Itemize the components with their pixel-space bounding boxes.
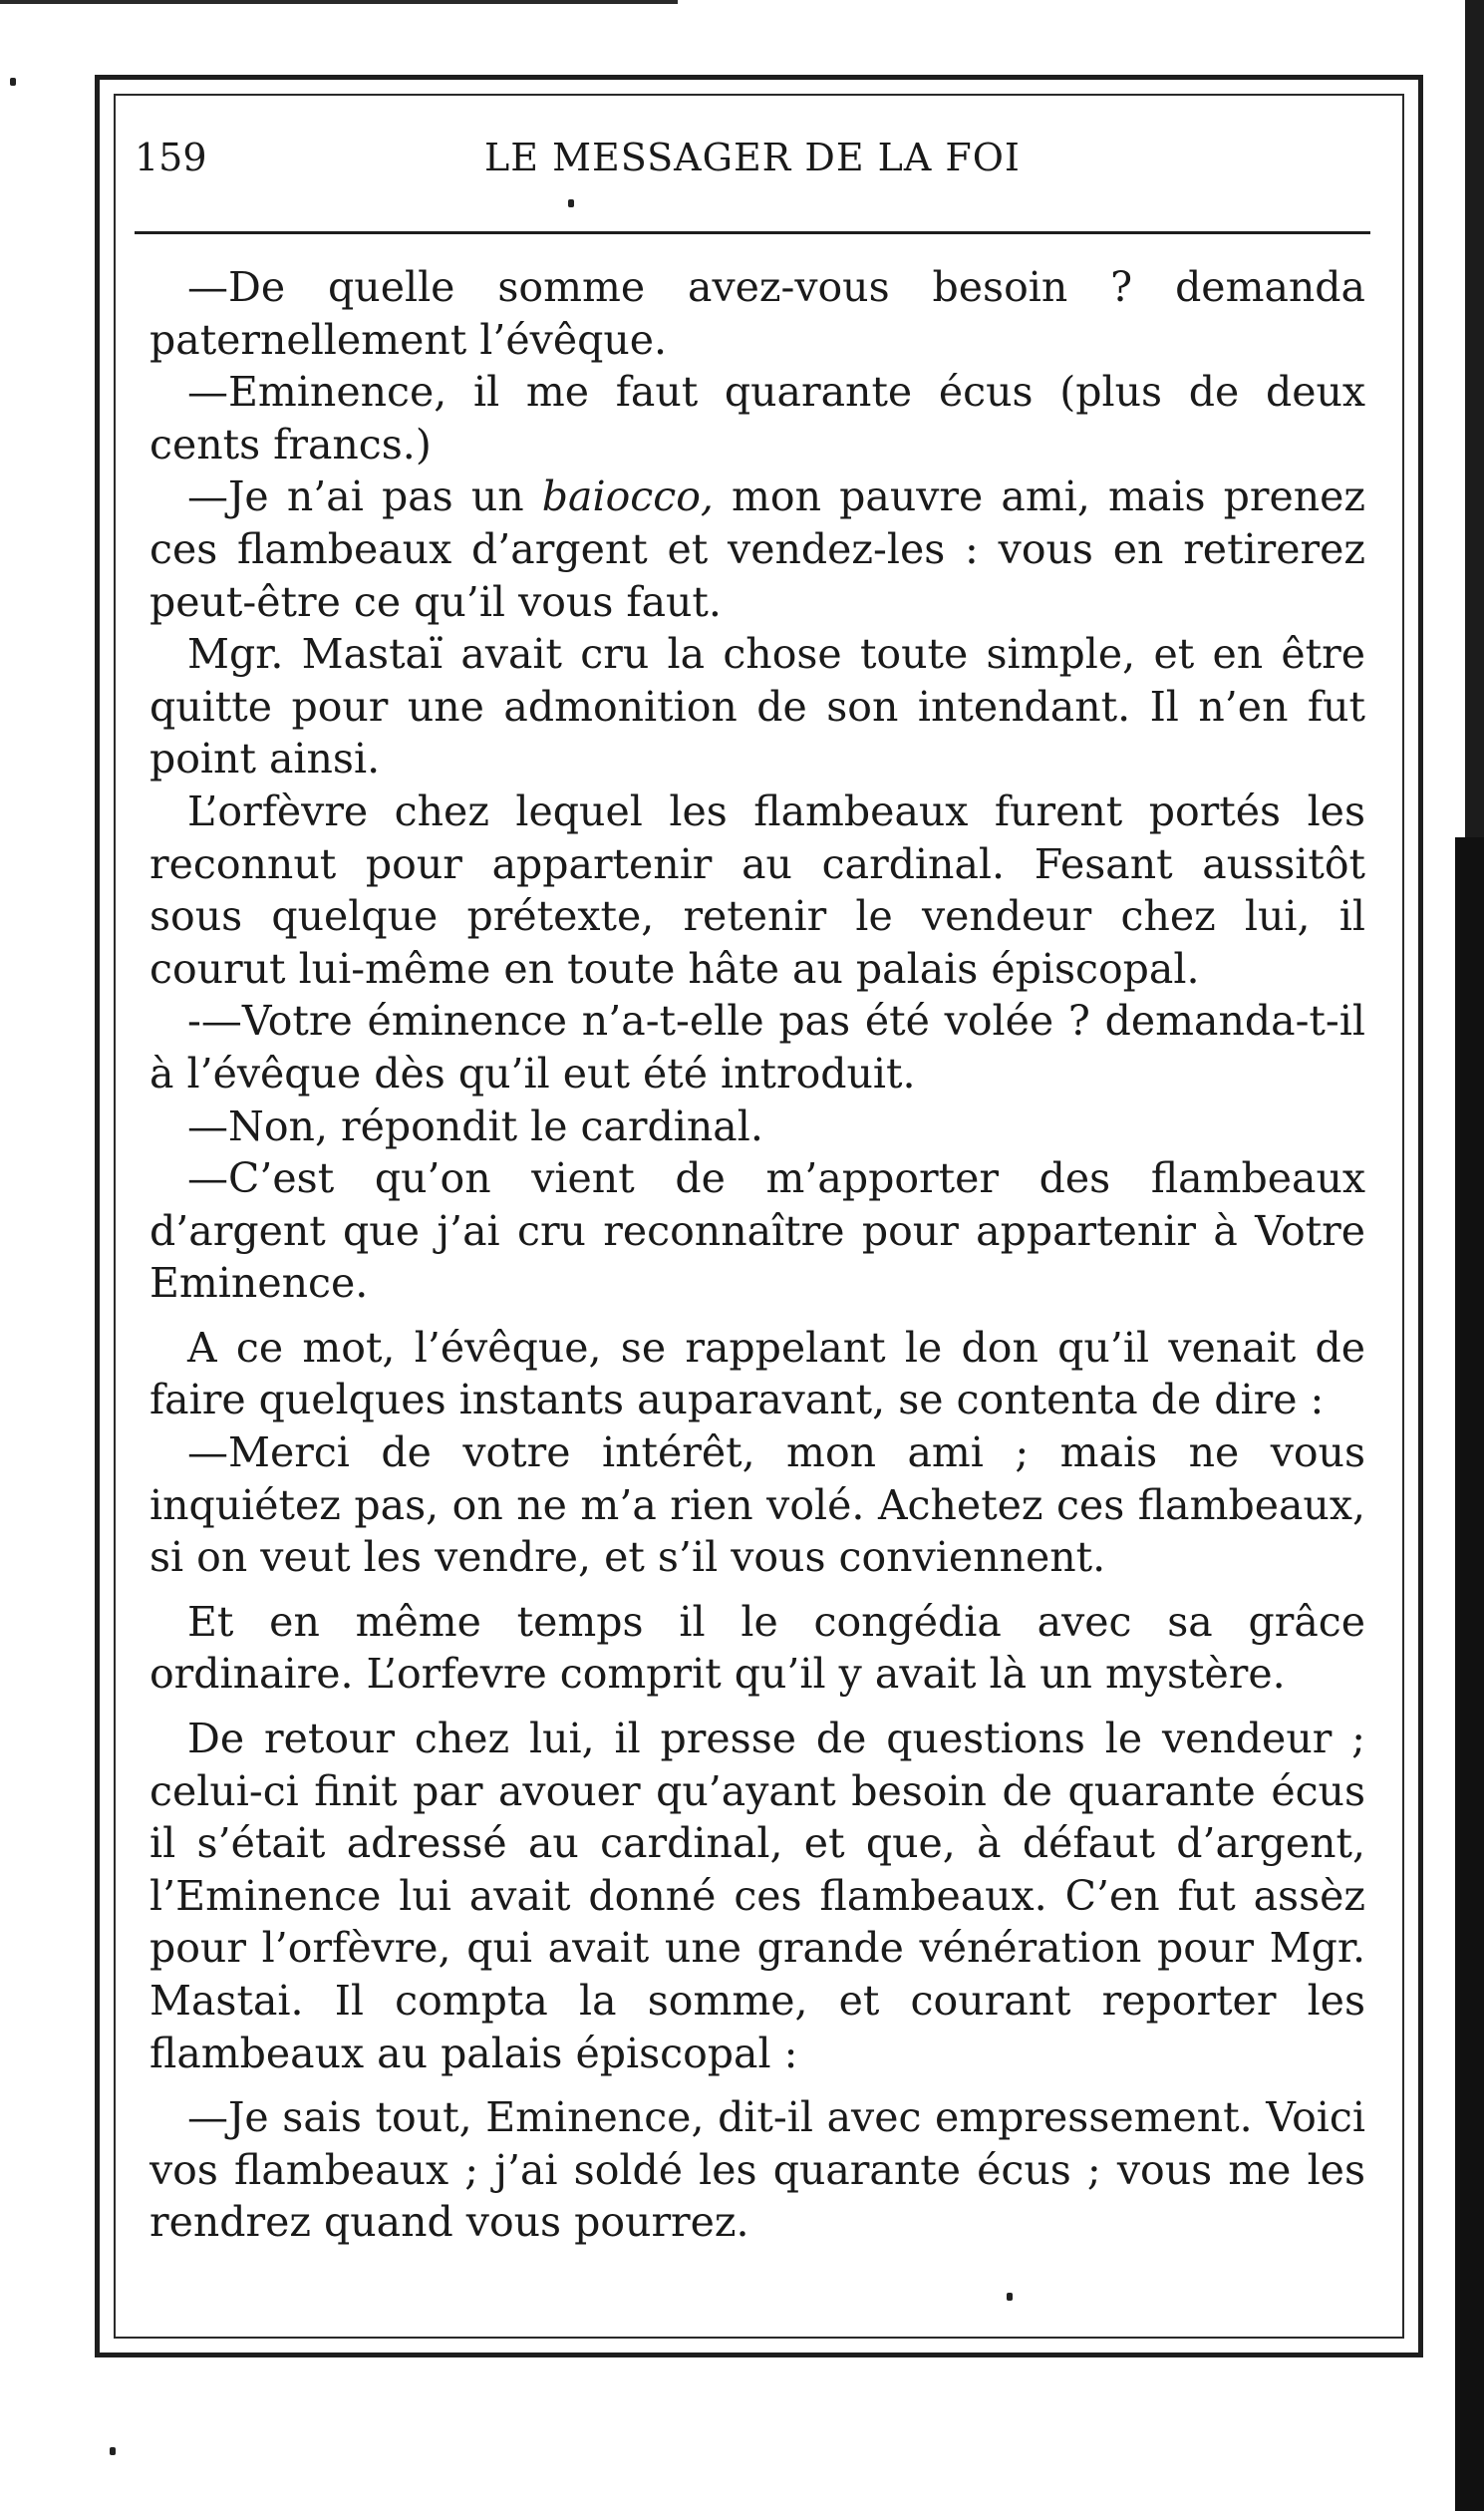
page-number: 159 <box>135 136 207 179</box>
scan-top-rule <box>0 0 678 4</box>
binding-edge <box>1455 837 1484 2511</box>
stray-ink-mark <box>10 78 16 86</box>
paragraph-3-start: —Je n’ai pas un <box>187 472 542 521</box>
stray-ink-mark <box>568 199 574 207</box>
paragraph-9: A ce mot, l’évêque, se rappelant le don qu’il venait de faire quelques instants auparavant, se contenta de dire : <box>149 1323 1365 1424</box>
paragraph-3 <box>149 471 1365 628</box>
paragraph-4: Mgr. Mastaï avait cru la chose toute simple, et en être quitte pour une admonition de son intendant. Il n’en fut point ainsi. <box>149 630 1365 784</box>
text-block <box>149 261 1365 2249</box>
paragraph-1: —De quelle somme avez-vous besoin ? demanda paternellement l’évêque. <box>149 263 1365 364</box>
paragraph-5: L’orfèvre chez lequel les flambeaux furent portés les reconnut pour appartenir au cardinal. Fesant aussitôt sous quelque prétexte, retenir le vendeur chez lui, il courut lui-même en toute hâte au palais épiscopal. <box>149 786 1365 993</box>
paragraph-8: —C’est qu’on vient de m’apporter des flambeaux d’argent que j’ai cru reconnaître pour appartenir à Votre Eminence. <box>149 1154 1365 1308</box>
paragraph-7: —Non, répondit le cardinal. <box>187 1101 763 1150</box>
paragraph-2: —Eminence, il me faut quarante écus (plus de deux cents francs.) <box>149 368 1365 469</box>
binding-edge-upper <box>1465 0 1484 837</box>
paragraph-3-end: mon pauvre ami, mais prenez ces flambeaux d’argent et vendez-les : vous en retirerez peut-être ce qu’il vous faut. <box>149 472 1365 626</box>
paragraph-11: Et en même temps il le congédia avec sa grâce ordinaire. L’orfevre comprit qu’il y avait là un mystère. <box>149 1597 1365 1699</box>
head-rule <box>135 231 1370 234</box>
paragraph-6: -—Votre éminence n’a-t-elle pas été volée ? demanda-t-il à l’évêque dès qu’il eut été introduit. <box>149 997 1365 1098</box>
paragraph-12: De retour chez lui, il presse de questions le vendeur ; celui-ci finit par avouer qu’ayant besoin de quarante écus il s’était adressé au cardinal, et que, à défaut d’argent, l’Eminence lui avait donné ces flambeaux. C’en fut assèz pour l’orfèvre, qui avait une grande vénération pour Mgr. Mastai. Il compta la somme, et courant reporter les flambeaux au palais épiscopal : <box>149 1715 1365 2077</box>
paragraph-10: —Merci de votre intérêt, mon ami ; mais ne vous inquiétez pas, on ne m’a rien volé. Achetez ces flambeaux, si on veut les vendre, et s’il vous conviennent. <box>149 1428 1365 1582</box>
baiocco-italic: baiocco, <box>541 472 714 521</box>
running-head <box>135 128 1370 197</box>
stray-ink-mark <box>1007 2293 1013 2301</box>
running-title: LE MESSAGER DE LA FOI <box>484 136 1021 179</box>
stray-ink-mark <box>110 2447 116 2455</box>
paragraph-13: —Je sais tout, Eminence, dit-il avec empressement. Voici vos flambeaux ; j’ai soldé les quarante écus ; vous me les rendrez quand vous pourrez. <box>149 2093 1365 2247</box>
